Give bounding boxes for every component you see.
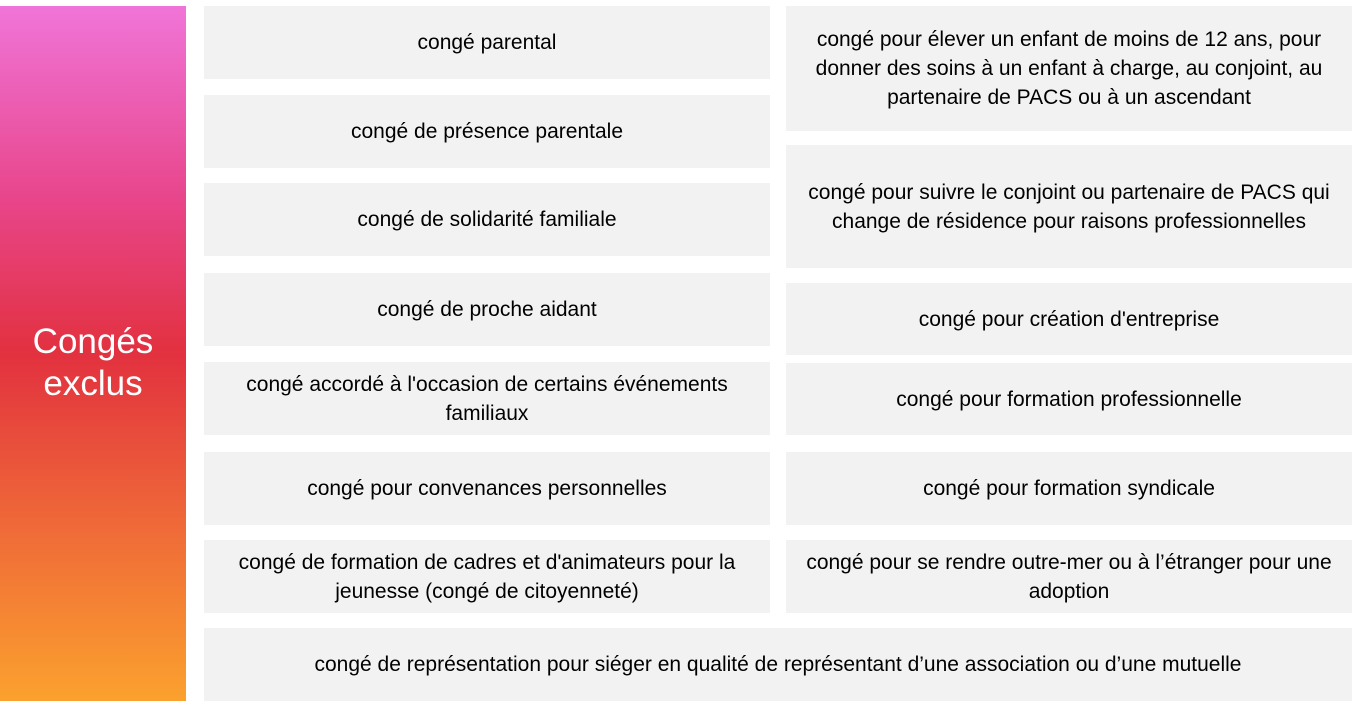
leave-item: congé pour formation syndicale [786, 452, 1352, 525]
leave-item: congé accordé à l'occasion de certains événements familiaux [204, 362, 770, 435]
category-title [27, 321, 160, 405]
leave-item: congé pour suivre le conjoint ou partenaire de PACS qui change de résidence pour raisons professionnelles [786, 145, 1352, 268]
category-sidebar [0, 6, 186, 701]
leave-item: congé parental [204, 6, 770, 79]
leave-item: congé de formation de cadres et d'animateurs pour la jeunesse (congé de citoyenneté) [204, 540, 770, 613]
leave-item: congé de proche aidant [204, 273, 770, 346]
leave-item: congé pour se rendre outre-mer ou à l’étranger pour une adoption [786, 540, 1352, 613]
leave-item: congé de présence parentale [204, 95, 770, 168]
leave-item: congé pour élever un enfant de moins de 12 ans, pour donner des soins à un enfant à charge, au conjoint, au partenaire de PACS ou à un ascendant [786, 6, 1352, 131]
leave-item: congé de solidarité familiale [204, 183, 770, 256]
leave-item: congé pour création d'entreprise [786, 283, 1352, 355]
leave-item: congé pour convenances personnelles [204, 452, 770, 525]
leave-item: congé pour formation professionnelle [786, 363, 1352, 435]
leave-item-full-width: congé de représentation pour siéger en qualité de représentant d’une association ou d’une mutuelle [204, 628, 1352, 701]
category-title-line-1: Congés [32, 321, 154, 361]
category-title-line-2: exclus [43, 363, 143, 403]
